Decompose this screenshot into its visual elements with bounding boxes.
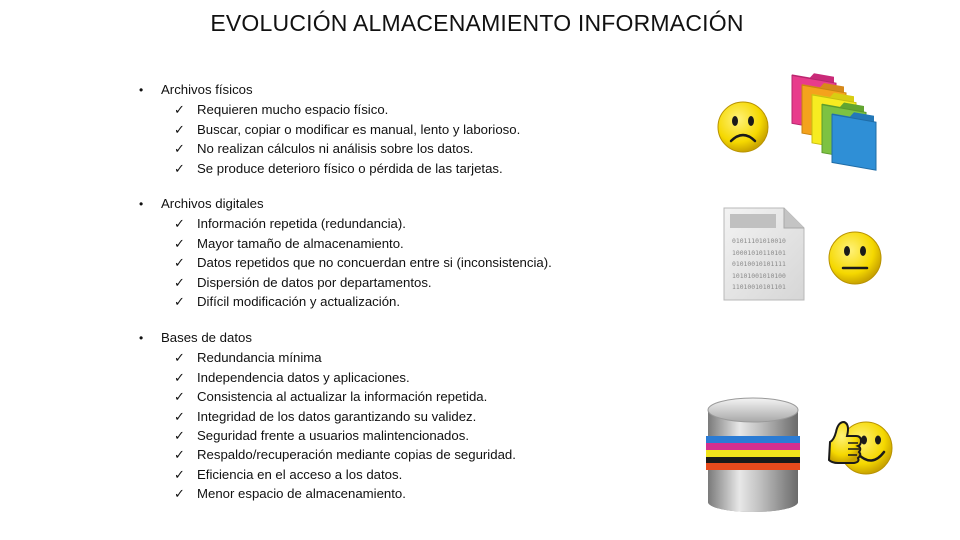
- check-icon: ✓: [174, 255, 185, 271]
- check-icon: ✓: [174, 428, 185, 444]
- check-icon: ✓: [174, 141, 185, 157]
- list-item: ✓ Consistencia al actualizar la información repetida.: [174, 387, 516, 406]
- list-item: ✓ Información repetida (redundancia).: [174, 214, 552, 233]
- list-item: ✓ Integridad de los datos garantizando su validez.: [174, 407, 516, 426]
- folders-icon: [790, 72, 900, 172]
- checklist: [139, 100, 520, 178]
- list-item: ✓ Redundancia mínima: [174, 348, 516, 367]
- section-digital-files: [139, 194, 552, 311]
- check-icon: ✓: [174, 389, 185, 405]
- check-icon: ✓: [174, 121, 185, 137]
- binary-document-icon: 01011101010010 10001010110101 01010010101111 10101001010100 11010010101101: [722, 206, 806, 302]
- section-physical-files: [139, 80, 520, 178]
- list-item: ✓ Requieren mucho espacio físico.: [174, 100, 520, 119]
- check-icon: ✓: [174, 447, 185, 463]
- section-heading: Archivos físicos: [161, 82, 253, 97]
- database-icon: [702, 396, 804, 514]
- list-item: ✓ Se produce deterioro físico o pérdida de las tarjetas.: [174, 159, 520, 178]
- list-item: ✓ Buscar, copiar o modificar es manual, lento y laborioso.: [174, 120, 520, 139]
- list-item: ✓ Seguridad frente a usuarios malintencionados.: [174, 426, 516, 445]
- check-icon: ✓: [174, 274, 185, 290]
- list-item: ✓ Independencia datos y aplicaciones.: [174, 368, 516, 387]
- checklist: [139, 348, 516, 503]
- section-heading: Archivos digitales: [161, 196, 264, 211]
- check-icon: ✓: [174, 350, 185, 366]
- check-icon: ✓: [174, 235, 185, 251]
- list-item: ✓ Eficiencia en el acceso a los datos.: [174, 465, 516, 484]
- neutral-face-icon: [827, 230, 883, 286]
- section-heading: Bases de datos: [161, 330, 252, 345]
- list-item: ✓ Datos repetidos que no concuerdan entre si (inconsistencia).: [174, 253, 552, 272]
- thumbs-up-smiley-icon: [824, 410, 894, 484]
- list-item: ✓ Difícil modificación y actualización.: [174, 292, 552, 311]
- check-icon: ✓: [174, 369, 185, 385]
- check-icon: ✓: [174, 486, 185, 502]
- list-item: ✓ Menor espacio de almacenamiento.: [174, 484, 516, 503]
- bullet: •: [139, 331, 144, 345]
- sad-face-icon: [716, 100, 770, 154]
- bullet: •: [139, 197, 144, 211]
- check-icon: ✓: [174, 160, 185, 176]
- checklist: [139, 214, 552, 311]
- section-databases: [139, 328, 516, 504]
- check-icon: ✓: [174, 294, 185, 310]
- check-icon: ✓: [174, 466, 185, 482]
- check-icon: ✓: [174, 102, 185, 118]
- check-icon: ✓: [174, 408, 185, 424]
- list-item: ✓ Respaldo/recuperación mediante copias de seguridad.: [174, 445, 516, 464]
- page-title: EVOLUCIÓN ALMACENAMIENTO INFORMACIÓN: [210, 10, 744, 36]
- check-icon: ✓: [174, 216, 185, 232]
- list-item: ✓ No realizan cálculos ni análisis sobre los datos.: [174, 139, 520, 158]
- bullet: •: [139, 83, 144, 97]
- list-item: ✓ Mayor tamaño de almacenamiento.: [174, 234, 552, 253]
- list-item: ✓ Dispersión de datos por departamentos.: [174, 273, 552, 292]
